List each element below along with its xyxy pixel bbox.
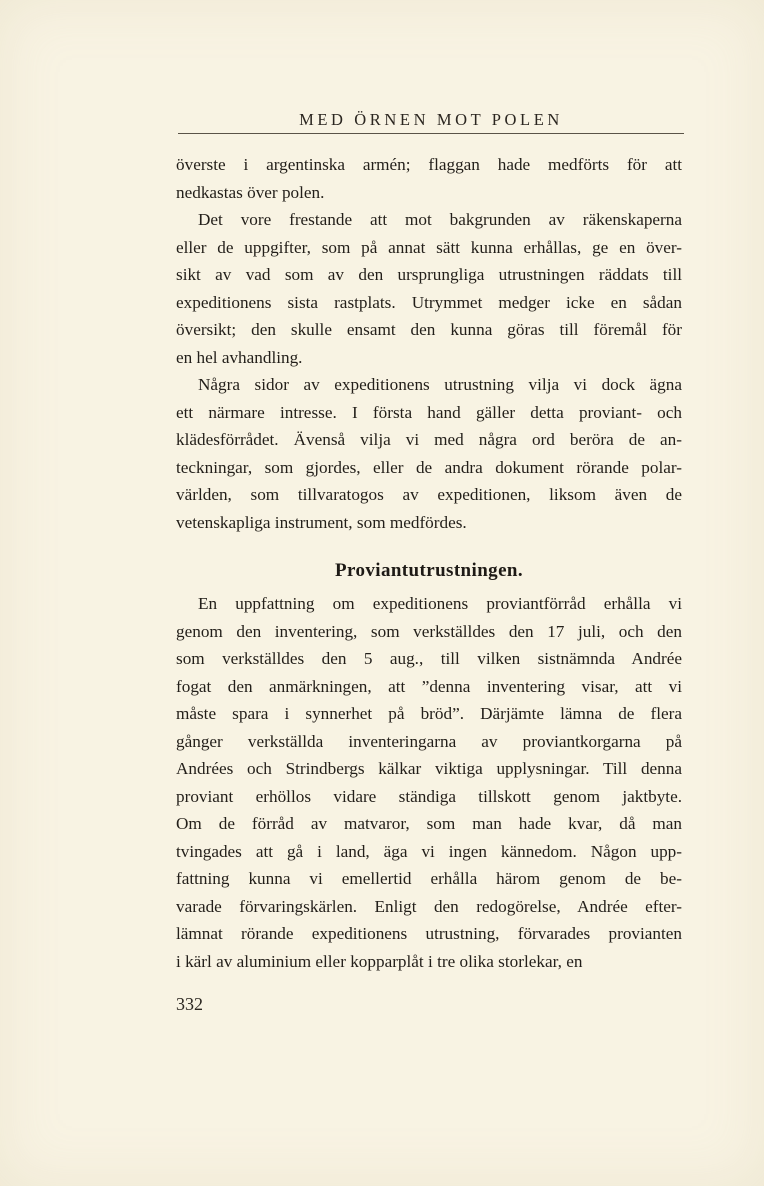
- text-line: ett närmare intresse. I första hand gäller detta proviant- och: [176, 402, 682, 422]
- text-line: en hel avhandling.: [176, 347, 303, 367]
- text-line: eller de uppgifter, som på annat sätt kunna erhållas, ge en över-: [176, 237, 682, 257]
- text-line: översikt; den skulle ensamt den kunna göras till föremål för: [176, 320, 682, 339]
- body-text-before-heading: [176, 151, 682, 536]
- text-line: fogat den anmärkningen, att ”denna inventering visar, att vi: [176, 676, 682, 696]
- text-line: överste i argentinska armén; flaggan hade medförts för att: [176, 155, 682, 174]
- text-line: nedkastas över polen.: [176, 182, 325, 202]
- text-line: sikt av vad som av den ursprungliga utrustningen räddats till: [176, 265, 682, 284]
- text-line: genom den inventering, som verkställdes den 17 juli, och den: [176, 621, 682, 641]
- body-text-after-heading: [176, 590, 682, 975]
- text-line: En uppfattning om expeditionens proviantförråd erhålla vi: [198, 594, 682, 613]
- text-line: i kärl av aluminium eller kopparplåt i tre olika storlekar, en: [176, 951, 583, 971]
- text-line: vetenskapliga instrument, som medfördes.: [176, 512, 467, 532]
- section-heading: Proviantutrustningen.: [334, 560, 524, 581]
- text-line: proviant erhöllos vidare ständiga tillskott genom jaktbyte.: [176, 786, 682, 806]
- text-line: klädesförrådet. Ävenså vilja vi med några ord beröra de an-: [176, 430, 682, 449]
- text-line: Det vore frestande att mot bakgrunden av räkenskaperna: [198, 210, 682, 229]
- running-head: MED ÖRNEN MOT POLEN: [299, 110, 563, 129]
- text-line: Om de förråd av matvaror, som man hade kvar, då man: [176, 814, 682, 833]
- text-line: Andrées och Strindbergs kälkar viktiga upplysningar. Till denna: [176, 759, 682, 778]
- header-rule: [178, 133, 684, 134]
- text-line: varade förvaringskärlen. Enligt den redogörelse, Andrée efter-: [176, 896, 682, 916]
- text-line: teckningar, som gjordes, eller de andra dokument rörande polar-: [176, 457, 682, 477]
- text-line: Några sidor av expeditionens utrustning vilja vi dock ägna: [198, 375, 682, 394]
- text-line: måste spara i synnerhet på bröd”. Därjämte lämna de flera: [176, 704, 682, 723]
- text-line: fattning kunna vi emellertid erhålla härom genom de be-: [176, 869, 682, 888]
- text-line: gånger verkställda inventeringarna av proviantkorgarna på: [176, 731, 682, 751]
- text-line: expeditionens sista rastplats. Utrymmet medger icke en sådan: [176, 292, 682, 312]
- text-line: tvingades att gå i land, äga vi ingen kännedom. Någon upp-: [176, 841, 682, 861]
- page-number: 332: [176, 994, 203, 1014]
- text-line: som verkställdes den 5 aug., till vilken sistnämnda Andrée: [176, 649, 682, 668]
- text-line: lämnat rörande expeditionens utrustning, förvarades provianten: [176, 924, 682, 943]
- text-line: världen, som tillvaratogos av expeditionen, liksom även de: [176, 485, 682, 504]
